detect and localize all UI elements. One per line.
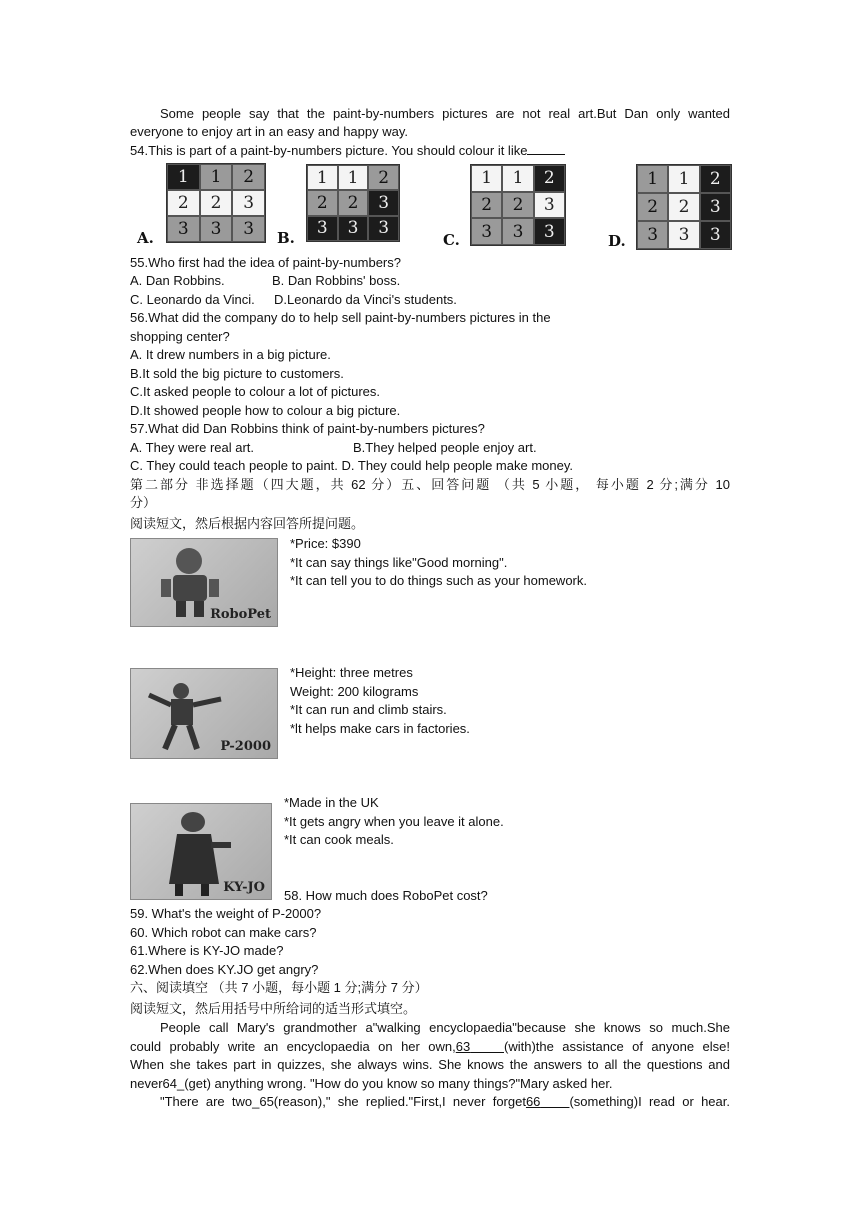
grid-cell: 3	[232, 216, 265, 242]
q56-option-d: D.It showed people how to colour a big picture.	[130, 403, 401, 418]
grid-cell: 2	[534, 165, 565, 192]
grid-cell: 1	[167, 164, 200, 190]
feature: *lt helps make cars in factories.	[290, 720, 470, 736]
q54-text: 54.This is part of a paint-by-numbers picture. You should colour it like	[130, 142, 565, 160]
feature: *It can tell you to do things such as your homework.	[290, 573, 587, 588]
option-label: A.	[137, 229, 154, 247]
question-59: 59. What's the weight of P-2000?	[130, 906, 322, 921]
intro-line-2: everyone to enjoy art in an easy and happy way.	[130, 124, 408, 139]
grid-cell: 3	[502, 218, 533, 245]
grid-cell: 1	[502, 165, 533, 192]
option-grid	[636, 164, 732, 250]
q55-option-b: B. Dan Robbins' boss.	[272, 273, 401, 288]
grid-cell: 1	[338, 165, 369, 190]
part2-instruction: 阅读短文，然后根据内容回答所提问题。	[130, 516, 365, 531]
grid-cell: 1	[200, 164, 233, 190]
intro-line-1: Some people say that the paint-by-numbers pictures are not real art.But Dan only wanted	[160, 106, 730, 121]
grid-cell: 2	[700, 165, 731, 193]
grid-cell: 3	[200, 216, 233, 242]
q57-text: 57.What did Dan Robbins think of paint-by-numbers pictures?	[130, 421, 485, 436]
blank-66: 66	[525, 1094, 541, 1109]
q57-option-b: B.They helped people enjoy art.	[353, 440, 537, 455]
question-62: 62.When does KY.JO get angry?	[130, 962, 319, 977]
grid-cell: 3	[368, 190, 399, 215]
feature: *Height: three metres	[290, 665, 413, 680]
feature: *It can say things like"Good morning".	[290, 554, 508, 570]
passage-line-4: never64_(get) anything wrong. "How do you know so many things?"Mary asked her.	[130, 1076, 613, 1091]
grid-cell: 3	[534, 192, 565, 219]
question-60: 60. Which robot can make cars?	[130, 925, 317, 940]
grid-cell: 3	[700, 193, 731, 221]
q55-option-c: C. Leonardo da Vinci.	[130, 292, 255, 307]
passage-line-3: When she takes part in quizzes, she always wins. She knows the answers to all the questions and	[130, 1057, 730, 1072]
feature: *It can run and climb stairs.	[290, 702, 447, 717]
feature: Weight: 200 kilograms	[290, 683, 419, 699]
q55-option-d: D.Leonardo da Vinci's students.	[274, 292, 457, 307]
part2-header-cont: 分）	[130, 495, 157, 510]
p2000-caption: P-2000	[220, 739, 271, 754]
q57-option-cd: C. They could teach people to paint. D. They could help people make money.	[130, 458, 573, 473]
grid-cell: 2	[502, 192, 533, 219]
question-61: 61.Where is KY-JO made?	[130, 943, 284, 958]
q55-option-a: A. Dan Robbins.	[130, 273, 225, 288]
q55-text: 55.Who first had the idea of paint-by-numbers?	[130, 255, 401, 270]
grid-cell: 3	[368, 216, 399, 241]
passage-line-5: "There are two_65(reason)," she replied."First,I never forget66 (something)I read or hear.	[160, 1094, 730, 1109]
grid-cell: 1	[637, 165, 668, 193]
option-grid	[470, 164, 566, 246]
grid-cell: 1	[471, 165, 502, 192]
kyjo-features	[284, 794, 504, 850]
answer-blank	[527, 142, 565, 155]
grid-cell: 3	[307, 216, 338, 241]
grid-cell: 1	[307, 165, 338, 190]
p2000-features	[290, 664, 470, 738]
grid-cell: 2	[668, 193, 699, 221]
grid-cell: 2	[637, 193, 668, 221]
grid-cell: 3	[167, 216, 200, 242]
grid-cell: 3	[471, 218, 502, 245]
feature: *It can cook meals.	[284, 832, 394, 847]
q56-text-1: 56.What did the company do to help sell paint-by-numbers pictures in the	[130, 310, 551, 325]
blank-63: 63	[455, 1039, 471, 1054]
grid-cell: 3	[338, 216, 369, 241]
part6-header: 六、阅读填空 （共 7 小题，每小题 1 分;满分 7 分）	[130, 980, 428, 995]
kyjo-caption: KY-JO	[223, 880, 265, 895]
grid-cell: 1	[668, 165, 699, 193]
q56-text-2: shopping center?	[130, 329, 230, 344]
q56-option-b: B.It sold the big picture to customers.	[130, 366, 344, 381]
option-label: B.	[277, 229, 295, 247]
q57-option-a: A. They were real art.	[130, 440, 255, 455]
option-label: C.	[443, 231, 460, 249]
part6-instruction: 阅读短文，然后用括号中所给词的适当形式填空。	[130, 1001, 417, 1016]
q56-option-c: C.It asked people to colour a lot of pictures.	[130, 384, 381, 399]
grid-cell: 3	[534, 218, 565, 245]
grid-cell: 3	[700, 221, 731, 249]
option-label: D.	[608, 232, 626, 250]
grid-cell: 2	[232, 164, 265, 190]
passage-line-1: People call Mary's grandmother a"walking encyclopaedia"because she knows so much.She	[160, 1020, 730, 1035]
kyjo-image	[130, 803, 272, 900]
grid-cell: 2	[200, 190, 233, 216]
feature: *Made in the UK	[284, 795, 379, 810]
grid-cell: 2	[471, 192, 502, 219]
grid-cell: 2	[338, 190, 369, 215]
option-grid	[166, 163, 266, 243]
part2-header: 第二部分 非选择题（四大题，共 62 分）五、回答问题 （共 5 小题， 每小题 2 分;满分 10	[130, 477, 730, 492]
feature: *It gets angry when you leave it alone.	[284, 813, 504, 829]
p2000-image	[130, 668, 278, 759]
grid-cell: 3	[668, 221, 699, 249]
feature: *Price: $390	[290, 536, 361, 551]
grid-cell: 2	[307, 190, 338, 215]
grid-cell: 2	[368, 165, 399, 190]
q56-option-a: A. It drew numbers in a big picture.	[130, 347, 331, 362]
passage-line-2: could probably write an encyclopaedia on her own,63 (with)the assistance of anyone else!	[130, 1039, 730, 1054]
question-58: 58. How much does RoboPet cost?	[284, 888, 488, 903]
grid-cell: 3	[232, 190, 265, 216]
robopet-image	[130, 538, 278, 627]
grid-cell: 2	[167, 190, 200, 216]
robopet-features	[290, 535, 587, 591]
grid-cell: 3	[637, 221, 668, 249]
option-grid	[306, 164, 400, 242]
robopet-caption: RoboPet	[210, 607, 271, 622]
